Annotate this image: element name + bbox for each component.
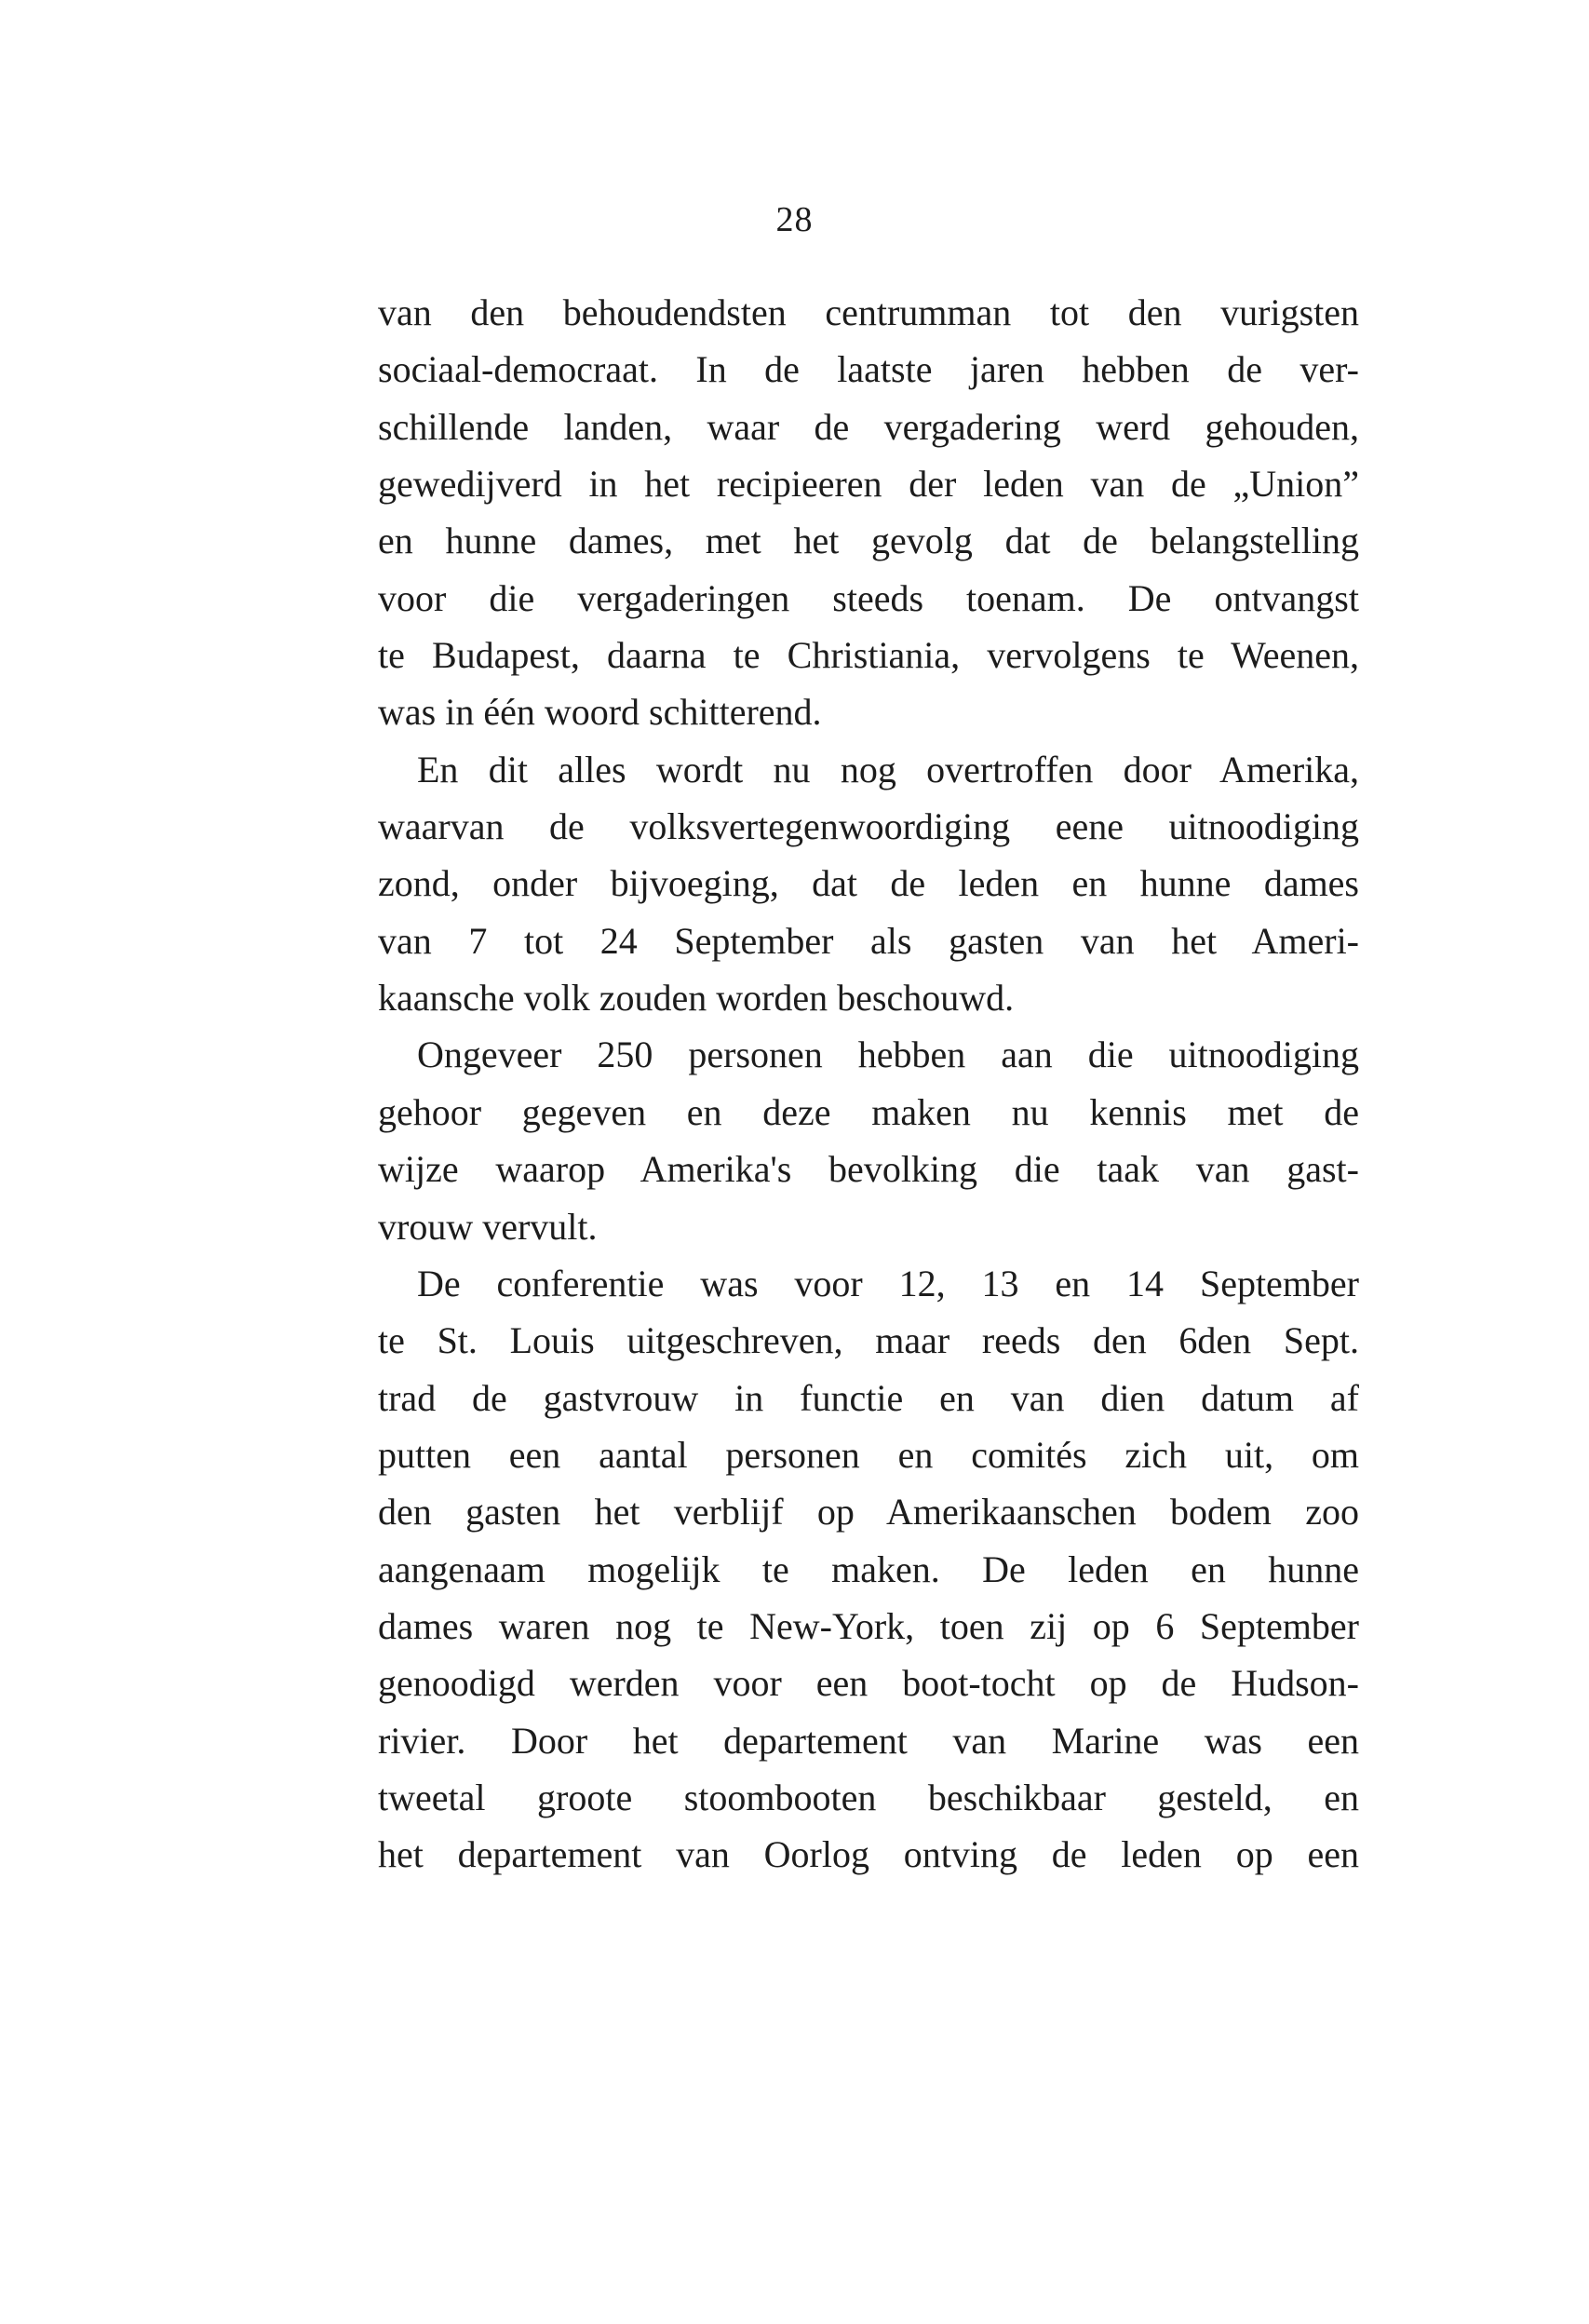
text-line: tweetal groote stoombooten beschikbaar gesteld, en	[378, 1776, 1359, 1818]
page-number: 28	[775, 200, 814, 239]
text-line: rivier. Door het departement van Marine was een	[378, 1719, 1359, 1762]
text-line: voor die vergaderingen steeds toenam. De ontvangst	[378, 576, 1359, 619]
text-column	[378, 284, 1359, 1884]
text-line: waarvan de volksvertegenwoordiging eene uitnoodiging	[378, 805, 1359, 848]
text-line: En dit alles wordt nu nog overtroffen door Amerika,	[417, 748, 1359, 790]
text-line: zond, onder bijvoeging, dat de leden en hunne dames	[378, 862, 1359, 905]
text-line: putten een aantal personen en comités zich uit, om	[378, 1433, 1359, 1476]
paragraph	[378, 741, 1359, 1027]
text-line: het departement van Oorlog ontving de leden op een	[378, 1833, 1359, 1876]
text-line: Ongeveer 250 personen hebben aan die uitnoodiging	[417, 1034, 1359, 1076]
text-line: te Budapest, daarna te Christiania, vervolgens te Weenen,	[378, 634, 1359, 677]
text-line: van 7 tot 24 September als gasten van het Ameri-	[378, 919, 1359, 962]
paragraph	[378, 284, 1359, 741]
text-line: aangenaam mogelijk te maken. De leden en hunne	[378, 1547, 1359, 1590]
text-line: kaansche volk zouden worden beschouwd.	[378, 977, 1015, 1020]
text-line: trad de gastvrouw in functie en van dien datum af	[378, 1376, 1359, 1419]
text-line: schillende landen, waar de vergadering werd gehouden,	[378, 405, 1359, 448]
text-line: gehoor gegeven en deze maken nu kennis met de	[378, 1090, 1359, 1133]
text-line: te St. Louis uitgeschreven, maar reeds den 6den Sept.	[378, 1319, 1359, 1362]
text-line: den gasten het verblijf op Amerikaanschen bodem zoo	[378, 1491, 1359, 1534]
text-line: wijze waarop Amerika's bevolking die taak van gast-	[378, 1148, 1359, 1191]
text-line: genoodigd werden voor een boot-tocht op de Hudson-	[378, 1662, 1359, 1705]
text-line: sociaal-democraat. In de laatste jaren hebben de ver-	[378, 348, 1359, 391]
text-line: vrouw vervult.	[378, 1205, 598, 1248]
text-line: en hunne dames, met het gevolg dat de belangstelling	[378, 520, 1359, 562]
text-line: dames waren nog te New-York, toen zij op 6 September	[378, 1604, 1359, 1647]
text-line: gewedijverd in het recipieeren der leden van de „Union”	[378, 463, 1359, 506]
text-line: van den behoudendsten centrumman tot den vurigsten	[378, 291, 1359, 333]
text-line: was in één woord schitterend.	[378, 691, 822, 734]
paragraph	[378, 1255, 1359, 1884]
text-line: De conferentie was voor 12, 13 en 14 September	[417, 1262, 1359, 1304]
paragraph	[378, 1026, 1359, 1254]
